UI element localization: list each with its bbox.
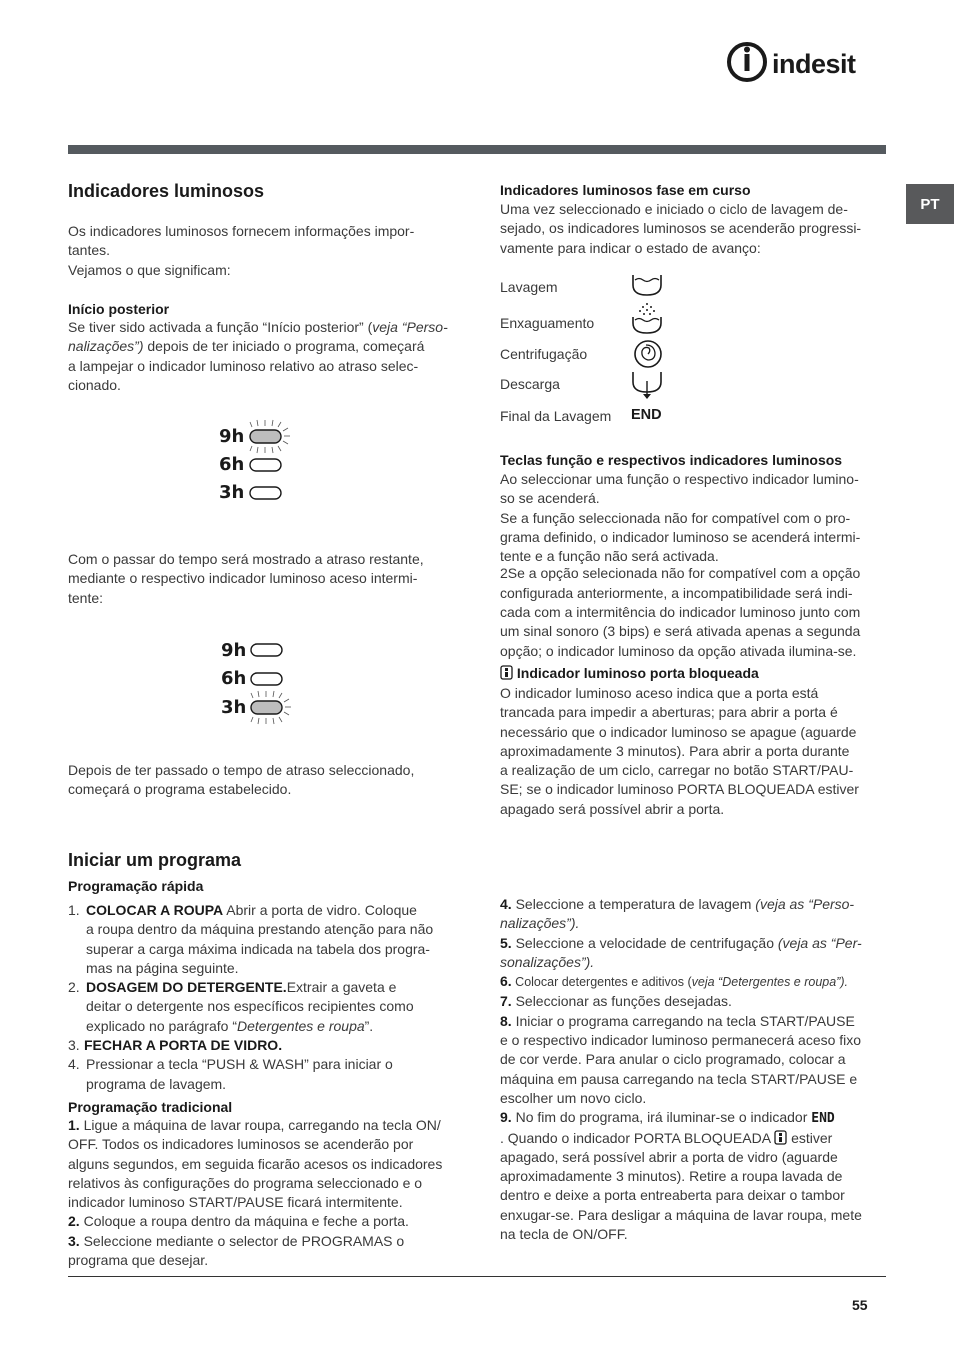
traditional-program-steps: 1. Ligue a máquina de lavar roupa, carregando na tecla ON/ OFF. Todos os indicadores luminosos se acenderão por alguns segundos, em seguida ficarão acesos os indicadores relativos às configurações do programa seleccionado e o indicador luminoso START/PAUSE ficará intermitente. 2. Coloque a roupa dentro da máquina e feche a porta. 3. Seleccione mediante o selector de PROGRAMAS o programa que desejar. xyxy=(68,1117,443,1269)
end-symbol: END xyxy=(631,407,662,423)
function-keys-text: Ao seleccionar uma função o respectivo indicador lumino- so se acenderá. Se a função seleccionada não for compatível com o pro- grama definido, o indicador luminoso se acenderá intermi- tente e a função não será activada. 2Se a opção selecionada não for compatível com a opção configurada anteriormente, a incompatibilidade será indi- cada com a intermitência do indicador luminoso junto com um sinal sonoro (3 bips) e será ativada apenas a segunda opção; o indicador luminoso da opção ativada ilumina-se. xyxy=(500,471,861,659)
remaining-time-text: Com o passar do tempo será mostrado a atraso restante, mediante o respectivo indicador luminoso aceso intermi- tente: xyxy=(68,551,424,606)
after-delay-text: Depois de ter passado o tempo de atraso seleccionado, começará o programa estabelecido. xyxy=(68,762,415,798)
phase-title: Indicadores luminosos fase em curso xyxy=(500,182,751,198)
svg-text:3h: 3h xyxy=(221,697,247,718)
quick-step-1: 1. COLOCAR A ROUPA Abrir a porta de vidro. Coloque a roupa dentro da máquina prestando atenção para não superar a carga máxima indicada na tabela dos progra- mas na página seguinte. xyxy=(68,902,434,976)
quick-step-4: 4. Pressionar a tecla “PUSH & WASH” para iniciar o programa de lavagem. xyxy=(68,1056,393,1092)
led-6h-off xyxy=(250,459,281,471)
function-keys-title: Teclas função e respectivos indicadores luminosos xyxy=(500,452,843,468)
delay-start-title: Início posterior xyxy=(68,301,170,317)
footer-rule xyxy=(68,1276,886,1277)
wash-icon xyxy=(630,272,666,298)
indesit-logo xyxy=(726,40,888,84)
door-lock-title: Indicador luminoso porta bloqueada xyxy=(500,665,759,681)
door-lock-icon xyxy=(774,1130,787,1145)
door-lock-icon xyxy=(500,665,513,680)
drain-icon xyxy=(630,369,666,401)
delay-indicator-figure-3h-blinking xyxy=(214,632,304,726)
delay-indicator-figure-9h-blinking xyxy=(214,416,304,508)
delay-label-6h: 6h xyxy=(219,454,245,475)
door-lock-text: O indicador luminoso aceso indica que a porta está trancada para impedir a aberturas; para abrir a porta é necessário que o indicador luminoso se apague (aguarde aproximadamente 3 minutos). Para abrir a porta durante a realização de um ciclo, carregar no botão START/PAU- SE; se o indicador luminoso PORTA BLOQUEADA estiver apagado será possível abrir a porta. xyxy=(500,685,859,817)
phase-label-wash: Lavagem xyxy=(500,279,558,295)
led-9h-off xyxy=(251,644,282,656)
brand-wordmark: indesit xyxy=(772,49,856,79)
rinse-icon xyxy=(630,301,666,335)
svg-text:6h: 6h xyxy=(221,668,247,689)
delay-start-text: Se tiver sido activada a função “Início posterior” (veja “Perso- nalizações”) depois de ter iniciado o programa, começará a lampejar o indicador luminoso relativo ao atraso selec- cionado. xyxy=(68,319,448,393)
delay-label-9h: 9h xyxy=(219,426,245,447)
section-title-indicators: Indicadores luminosos xyxy=(68,181,265,201)
spin-icon xyxy=(632,339,664,369)
led-6h-off xyxy=(251,673,282,685)
quick-step-2: 2. DOSAGEM DO DETERGENTE.Extrair a gaveta e deitar o detergente nos específicos recipientes como explicado no parágrafo “Detergentes e roupa”. xyxy=(68,979,414,1034)
header-rule xyxy=(68,145,886,154)
quick-program-steps xyxy=(68,901,468,1094)
led-3h-off xyxy=(250,487,281,499)
page-number: 55 xyxy=(852,1297,868,1313)
language-tab: PT xyxy=(906,184,954,224)
traditional-program-steps-continued: 4. Seleccione a temperatura de lavagem (veja as “Perso- nalizações”). 5. Seleccione a velocidade de centrifugação (veja as “Per- sonalizações”). 6. Colocar detergentes e aditivos (veja “Detergentes e roupa”). 7. Seleccionar as funções desejadas. 8. Iniciar o programa carregando na tecla START/PAUSE e o respectivo indicador luminoso permanecerá aceso fixo de cor verde. Para anular o ciclo programado, colocar a máquina em pausa carregando na tecla START/PAUSE e escolher um novo ciclo. 9. No fim do programa, irá iluminar-se o indicador END . Quando o indicador PORTA BLOQUEADA estiver apagado, será possível abrir a porta de vidro (aguarde aproximadamente 3 minutos). Retire a roupa lavada de dentro e deixe a porta entreaberta para deixar o tambor enxugar-se. Para desligar a máquina de lavar roupa, mete na tecla de ON/OFF. xyxy=(500,896,862,1243)
delay-label-3h: 3h xyxy=(219,482,245,503)
svg-text:9h: 9h xyxy=(221,640,247,661)
intro-text: Os indicadores luminosos fornecem informações impor- tantes. Vejamos o que significam: xyxy=(68,223,415,278)
phase-text: Uma vez seleccionado e iniciado o ciclo de lavagem de- sejado, os indicadores luminosos se acenderão progressi- vamente para indicar o estado de avanço: xyxy=(500,201,862,256)
section-title-start-program: Iniciar um programa xyxy=(68,850,242,870)
phase-label-rinse: Enxaguamento xyxy=(500,315,595,331)
phase-label-spin: Centrifugação xyxy=(500,346,588,362)
quick-step-3: 3. FECHAR A PORTA DE VIDRO. xyxy=(68,1037,283,1054)
led-9h-on xyxy=(250,430,281,443)
led-3h-on xyxy=(251,701,282,714)
phase-label-drain: Descarga xyxy=(500,376,560,392)
end-indicator-inline: END xyxy=(811,1111,835,1127)
phase-label-end: Final da Lavagem xyxy=(500,408,612,424)
quick-program-title: Programação rápida xyxy=(68,878,204,894)
traditional-program-title: Programação tradicional xyxy=(68,1099,233,1115)
